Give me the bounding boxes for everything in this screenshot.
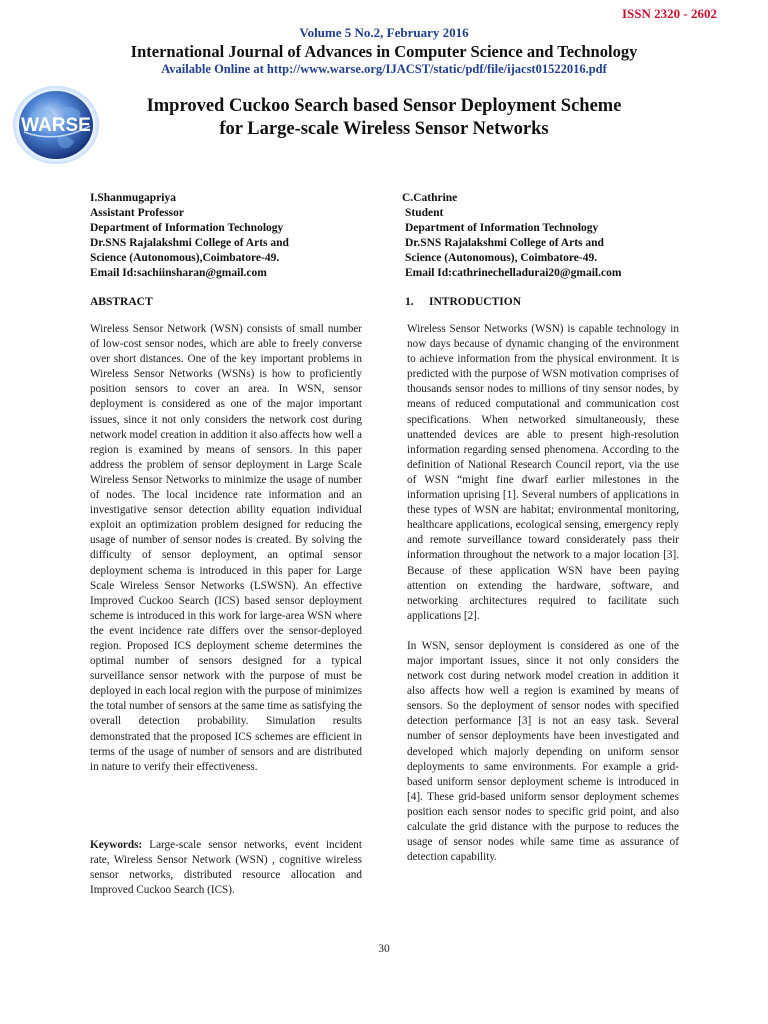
abstract-paragraph: Wireless Sensor Network (WSN) consists of small number of low-cost sensor nodes, which are able to freely converse over short distances. One of the key important problems in Wireless Sensor Networks (WSNs) is how to proficiently position sensors to cover an area. In WSN, sensor deployment is considered as one of the major important issues, since it not only considers the network cost during network model creation in addition it also affects how well a region is examined by means of sensors. In this paper address the problem of sensor deployment in Large Scale Wireless Sensor Networks to minimize the usage of number of nodes. The local incidence rate information and an investigative sensor detection ability equation individual exploit an optimization problem designed for reducing the usage of number of sensor nodes is created. By solving the difficulty of sensor deployment, an optimal sensor deployment schema is introduced in this paper for Large Scale Wireless Sensor Networks (LSWSN). An effective Improved Cuckoo Search (ICS) based sensor deployment scheme is introduced in this work for large-area WSN where the event incidence rate differs over the sensor-deployed region. Proposed ICS deployment scheme determines the optimal number of sensors designed for a typical surveillance sensor network with the purpose of must be deployed in each local region with the purpose of minimizes the total number of sensors at the same time as satisfying the overall detection probability. Simulation results demonstrated that the proposed ICS schemes are efficient in terms of the usage of number of sensors and are distributed in nature to verify their effectiveness.	[90, 323, 362, 773]
author-college-line-1: Dr.SNS Rajalakshmi College of Arts and	[90, 237, 289, 249]
author-college-line-2: Science (Autonomous), Coimbatore-49.	[405, 252, 598, 264]
author-college-line-2: Science (Autonomous),Coimbatore-49.	[90, 252, 280, 264]
author-name: C.Cathrine	[402, 192, 458, 204]
available-online-link[interactable]: Available Online at http://www.warse.org/IJACST/static/pdf/file/ijacst01522016.pdf	[161, 62, 607, 76]
author-department: Department of Information Technology	[405, 222, 599, 234]
svg-text:WARSE: WARSE	[21, 115, 91, 136]
issn: ISSN 2320 - 2602	[622, 6, 717, 21]
author-block-1	[90, 191, 289, 281]
keywords-text: Large-scale sensor networks, event incident rate, Wireless Sensor Network (WSN) , cognitive wireless sensor networks, distributed resource allocation and Improved Cuckoo Search (ICS).	[90, 839, 362, 897]
author-email: Email Id:cathrinechelladurai20@gmail.com	[405, 267, 622, 279]
introduction-column	[407, 322, 679, 865]
introduction-paragraph-2: In WSN, sensor deployment is considered as one of the major important issues, since it not only considers the network cost during network model creation in addition it also affects how well a region is examined by means of sensors. So the deployment of sensor nodes with specified detection performance [3] is not an easy task. Several number of sensor deployments have been investigated and developed which majorly depending on uniform sensor deployments to same environments. For example a grid-based uniform sensor deployment scheme is introduced in [4]. These grid-based uniform sensor deployment schemes position each sensor nodes to specific grid point, and also calculate the grid distance with the purpose to reduces the usage of sensor nodes while same time as assurance of detection capability.	[407, 639, 679, 864]
author-name: I.Shanmugapriya	[90, 192, 176, 204]
paper-title	[80, 95, 688, 141]
section-number: 1.	[405, 296, 414, 308]
keywords-label: Keywords:	[90, 839, 143, 851]
journal-name: International Journal of Advances in Computer Science and Technology	[130, 42, 638, 61]
keywords-block	[90, 838, 362, 898]
page-number: 30	[378, 943, 390, 955]
introduction-heading	[405, 296, 521, 308]
abstract-column	[90, 322, 362, 775]
section-title: INTRODUCTION	[429, 296, 522, 308]
author-college-line-1: Dr.SNS Rajalakshmi College of Arts and	[405, 237, 604, 249]
author-role: Student	[405, 207, 444, 219]
introduction-paragraph-1: Wireless Sensor Networks (WSN) is capable technology in now days because of dynamic changing of the environment to achieve information from the physical environment. It is predicted with the purpose of WSN motivation comprises of thousands sensor nodes to millions of tiny sensor nodes, by means of reduced computational and communication cost specifications. When networked simultaneously, these unattended devices are able to present high-resolution information regarding sensed phenomena. According to the definition of National Research Council report, via the use of WSN “might fine dwarf earlier milestones in the information uprising [1]. Several numbers of applications in these types of WSN are habitat; environmental monitoring, healthcare applications, ecological sensing, emergency reply and remote surveillance toward considerately pass their information throughout the network to a major location [3]. Because of these application WSN have been paying attention on extending the hardware, software, and networking architectures required to facilitate such applications [2].	[407, 323, 679, 622]
author-email: Email Id:sachiinsharan@gmail.com	[90, 267, 267, 279]
paper-title-line-2: for Large-scale Wireless Sensor Networks	[219, 119, 549, 139]
author-department: Department of Information Technology	[90, 222, 284, 234]
abstract-heading: ABSTRACT	[90, 296, 153, 308]
author-block-2	[402, 191, 622, 281]
paper-title-line-1: Improved Cuckoo Search based Sensor Deployment Scheme	[146, 96, 622, 116]
author-role: Assistant Professor	[90, 207, 185, 219]
volume-issue: Volume 5 No.2, February 2016	[299, 25, 469, 40]
